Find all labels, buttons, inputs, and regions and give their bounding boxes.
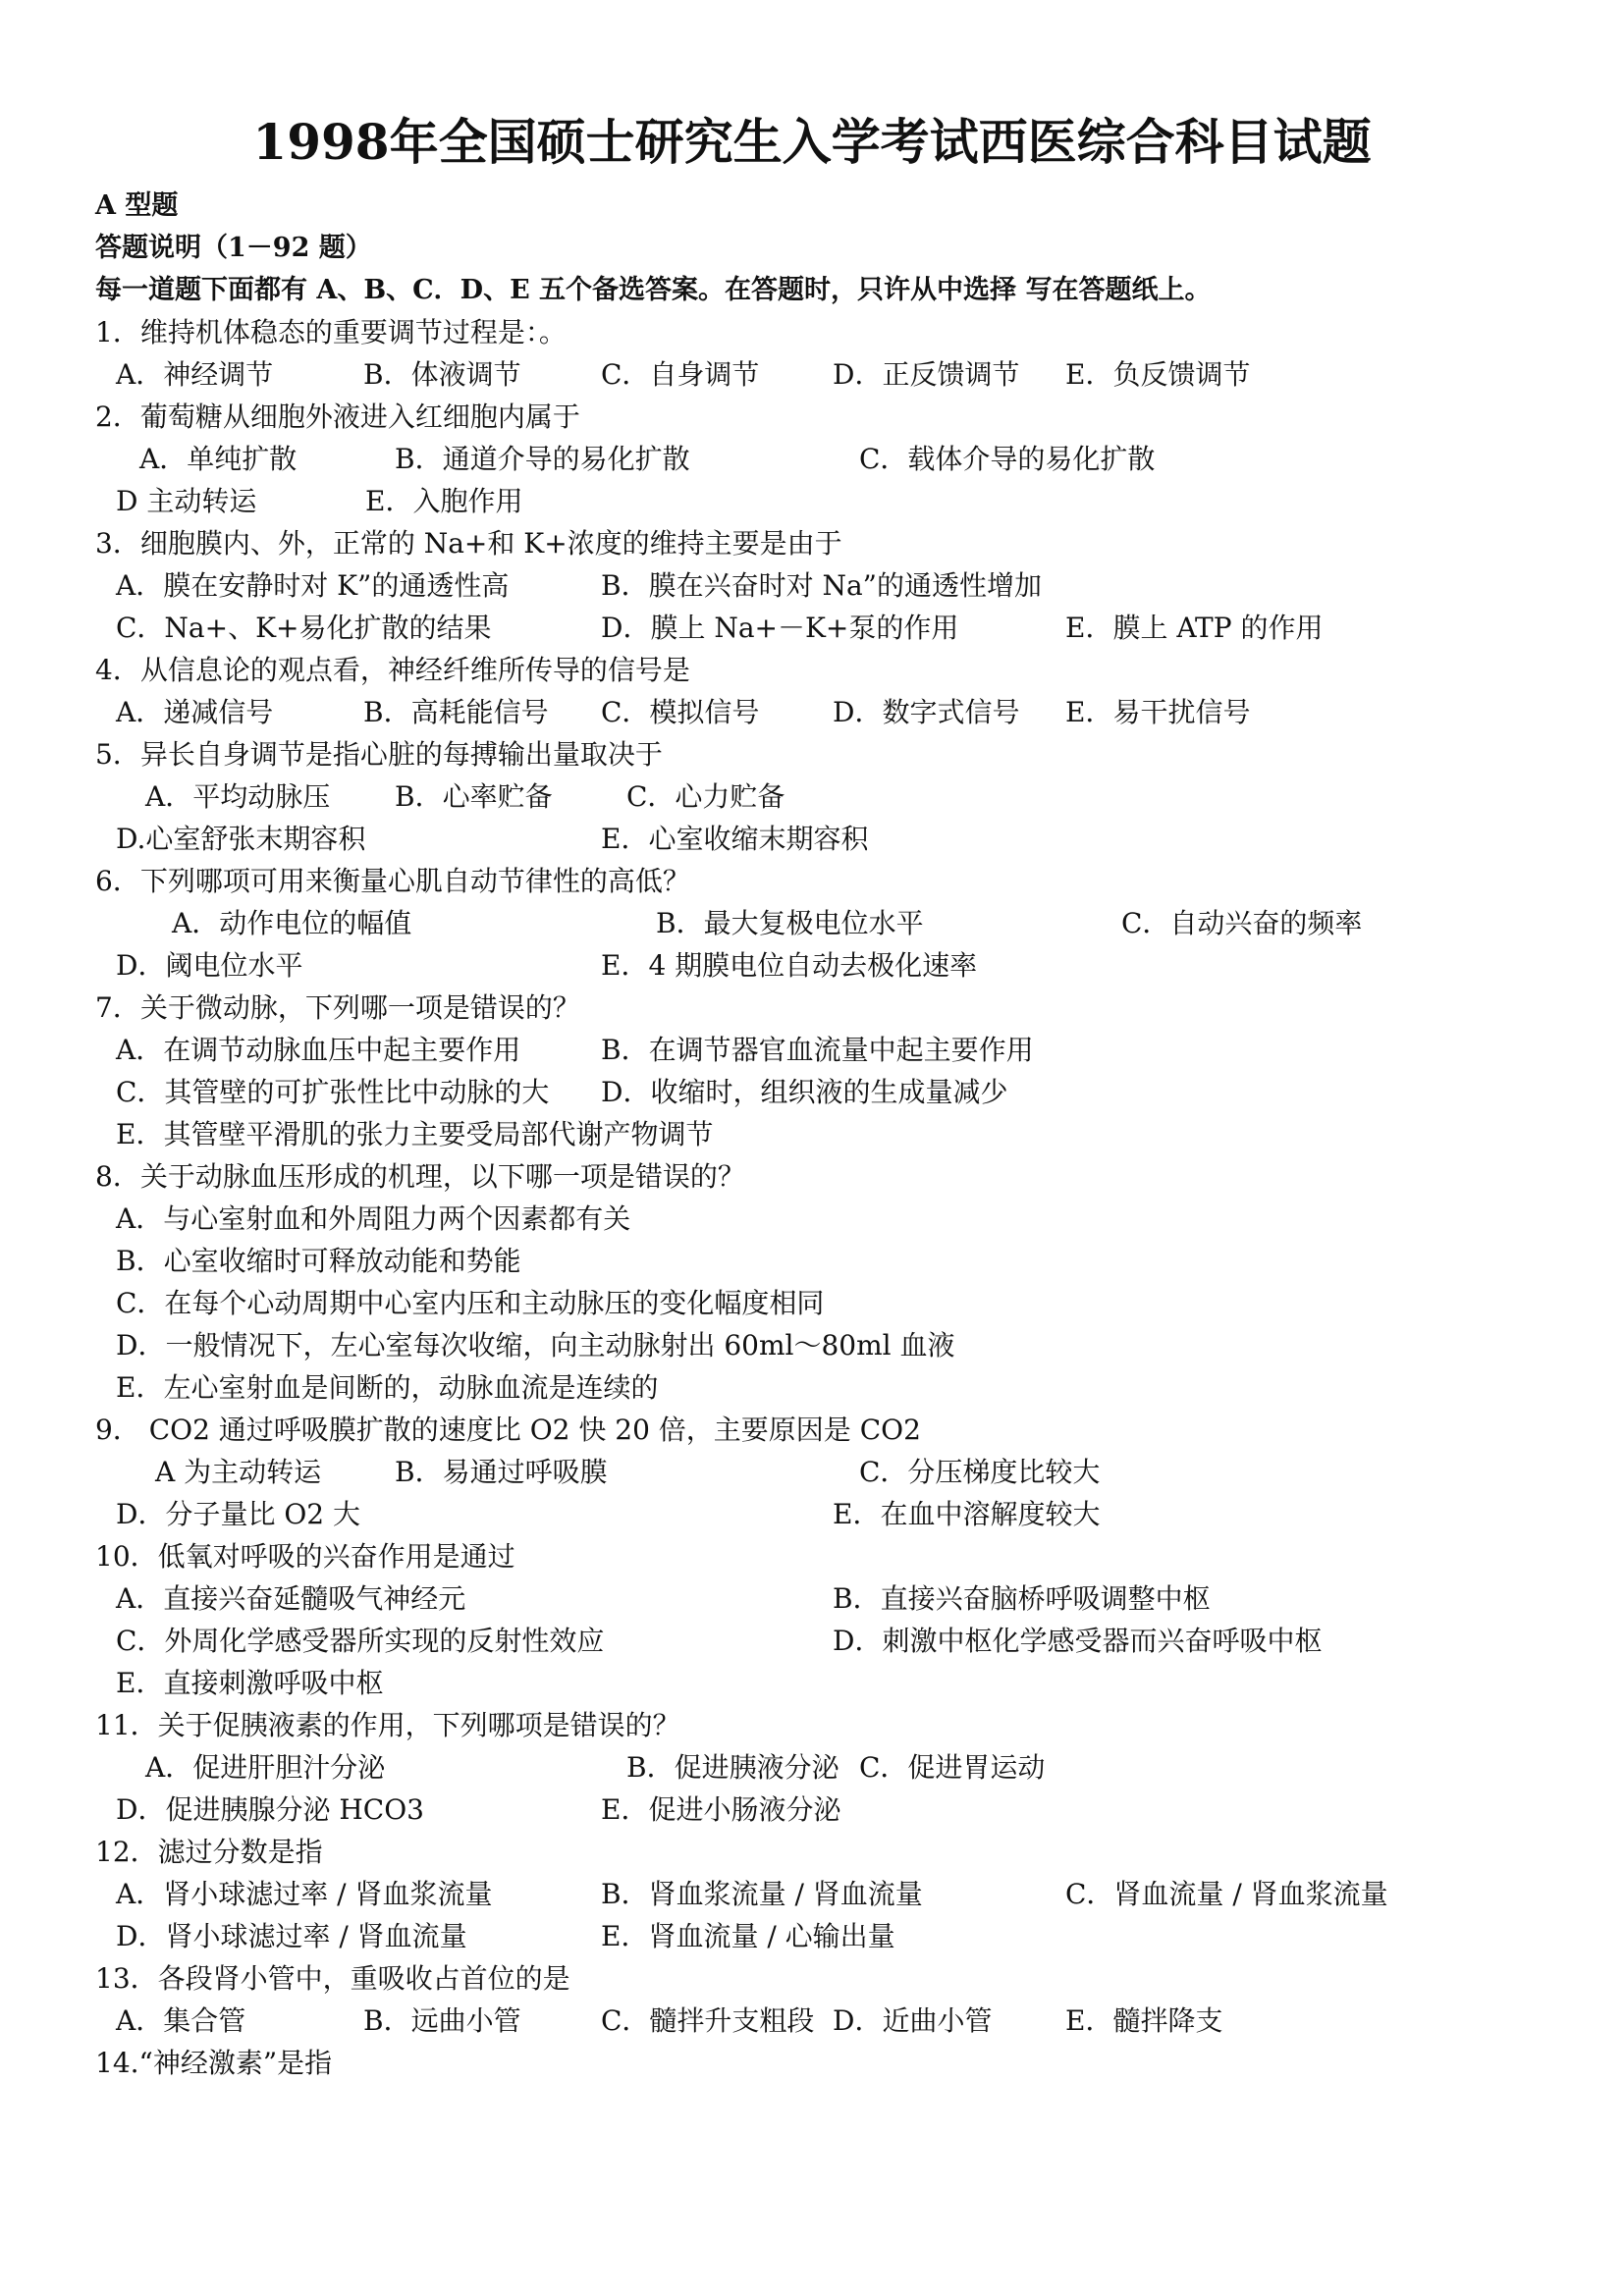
question-11-option-e: E．促进小肠液分泌	[601, 1793, 841, 1826]
question-7-option-a: A．在调节动脉血压中起主要作用	[116, 1034, 521, 1066]
question-12-option-e: E．肾血流量 / 心输出量	[601, 1920, 895, 1952]
question-10-stem: 10．低氧对呼吸的兴奋作用是通过	[95, 1540, 515, 1573]
question-1-option-d: D．正反馈调节	[833, 358, 1020, 391]
question-10-option-b: B．直接兴奋脑桥呼吸调整中枢	[833, 1582, 1211, 1615]
question-13-option-b: B．远曲小管	[363, 2004, 521, 2037]
question-10-option-d: D．刺激中枢化学感受器而兴奋呼吸中枢	[833, 1625, 1323, 1657]
question-14-stem: 14.“神经激素”是指	[95, 2047, 333, 2079]
question-7-option-c: C．其管壁的可扩张性比中动脉的大	[116, 1076, 550, 1108]
instructions-heading: 答题说明（1－92 题）	[95, 233, 372, 263]
question-3-option-a: A．膜在安静时对 K”的通透性高	[116, 569, 510, 602]
question-8-option-d: D．一般情况下，左心室每次收缩，向主动脉射出 60ml～80ml 血液	[116, 1329, 955, 1362]
question-2-option-a: A．单纯扩散	[139, 443, 298, 475]
question-8-option-c: C．在每个心动周期中心室内压和主动脉压的变化幅度相同	[116, 1287, 825, 1319]
question-8-stem: 8．关于动脉血压形成的机理，以下哪一项是错误的？	[95, 1160, 745, 1193]
question-4-option-e: E．易干扰信号	[1065, 696, 1251, 728]
question-12-option-d: D．肾小球滤过率 / 肾血流量	[116, 1920, 467, 1952]
question-12-option-a: A．肾小球滤过率 / 肾血浆流量	[116, 1878, 493, 1910]
question-8-option-b: B．心室收缩时可释放动能和势能	[116, 1245, 521, 1277]
question-1-option-e: E．负反馈调节	[1065, 358, 1251, 391]
page-title: 1998年全国硕士研究生入学考试西医综合科目试题	[252, 113, 1372, 171]
question-13-option-e: E．髓拌降支	[1065, 2004, 1223, 2037]
question-3-option-d: D．膜上 Na+－K+泵的作用	[601, 612, 959, 644]
question-3-option-b: B．膜在兴奋时对 Na”的通透性增加	[601, 569, 1042, 602]
question-4-option-b: B．高耗能信号	[363, 696, 549, 728]
question-2-option-e: E．入胞作用	[365, 485, 523, 517]
question-5-option-a: A．平均动脉压	[145, 780, 331, 813]
question-9-stem: 9． CO2 通过呼吸膜扩散的速度比 O2 快 20 倍，主要原因是 CO2	[95, 1414, 921, 1446]
question-8-option-a: A．与心室射血和外周阻力两个因素都有关	[116, 1202, 631, 1235]
question-11-option-b: B．促进胰液分泌	[626, 1751, 839, 1784]
question-8-option-e: E．左心室射血是间断的，动脉血流是连续的	[116, 1371, 659, 1404]
question-6-option-a: A．动作电位的幅值	[172, 907, 412, 939]
question-2-option-d: D 主动转运	[116, 485, 257, 517]
question-9-option-d: D．分子量比 O2 大	[116, 1498, 361, 1530]
question-6-option-e: E．4 期膜电位自动去极化速率	[601, 949, 978, 982]
question-13-stem: 13．各段肾小管中，重吸收占首位的是	[95, 1962, 570, 1995]
question-3-option-c: C．Na+、K+易化扩散的结果	[116, 612, 492, 644]
question-13-option-a: A．集合管	[116, 2004, 246, 2037]
question-4-option-c: C．模拟信号	[601, 696, 760, 728]
question-7-option-b: B．在调节器官血流量中起主要作用	[601, 1034, 1034, 1066]
question-9-option-e: E．在血中溶解度较大	[833, 1498, 1101, 1530]
question-9-option-c: C．分压梯度比较大	[859, 1456, 1101, 1488]
question-5-option-c: C．心力贮备	[626, 780, 785, 813]
question-7-option-e: E．其管壁平滑肌的张力主要受局部代谢产物调节	[116, 1118, 714, 1150]
question-11-option-a: A．促进肝胆汁分泌	[145, 1751, 386, 1784]
question-3-stem: 3．细胞膜内、外，正常的 Na+和 K+浓度的维持主要是由于	[95, 527, 842, 560]
question-1-option-c: C．自身调节	[601, 358, 760, 391]
question-6-option-b: B．最大复极电位水平	[656, 907, 924, 939]
question-12-option-c: C．肾血流量 / 肾血浆流量	[1065, 1878, 1388, 1910]
question-6-option-c: C．自动兴奋的频率	[1121, 907, 1363, 939]
question-5-option-b: B．心率贮备	[395, 780, 553, 813]
question-3-option-e: E．膜上 ATP 的作用	[1065, 612, 1324, 644]
question-13-option-c: C．髓拌升支粗段	[601, 2004, 815, 2037]
question-1-stem: 1．维持机体稳态的重要调节过程是：。	[95, 316, 567, 348]
question-6-option-d: D．阈电位水平	[116, 949, 303, 982]
question-4-option-d: D．数字式信号	[833, 696, 1020, 728]
question-1-option-a: A．神经调节	[116, 358, 274, 391]
question-7-stem: 7．关于微动脉，下列哪一项是错误的？	[95, 991, 580, 1024]
question-5-option-e: E．心室收缩末期容积	[601, 823, 869, 855]
instructions-text: 每一道题下面都有 A、B、C．D、E 五个备选答案。在答题时，只许从中选择 写在答题纸上。	[95, 275, 1212, 305]
question-10-option-a: A．直接兴奋延髓吸气神经元	[116, 1582, 466, 1615]
question-9-option-a: A 为主动转运	[155, 1456, 322, 1488]
question-1-option-b: B．体液调节	[363, 358, 521, 391]
question-10-option-c: C．外周化学感受器所实现的反射性效应	[116, 1625, 605, 1657]
question-5-stem: 5．异长自身调节是指心脏的每搏输出量取决于	[95, 738, 663, 771]
question-11-option-d: D．促进胰腺分泌 HCO3	[116, 1793, 424, 1826]
question-6-stem: 6．下列哪项可用来衡量心肌自动节律性的高低？	[95, 865, 690, 897]
question-9-option-b: B．易通过呼吸膜	[395, 1456, 608, 1488]
question-13-option-d: D．近曲小管	[833, 2004, 993, 2037]
question-2-option-b: B．通道介导的易化扩散	[395, 443, 690, 475]
question-11-option-c: C．促进胃运动	[859, 1751, 1046, 1784]
section-heading: A 型题	[95, 190, 179, 221]
question-11-stem: 11．关于促胰液素的作用，下列哪项是错误的？	[95, 1709, 680, 1741]
question-10-option-e: E．直接刺激呼吸中枢	[116, 1667, 384, 1699]
question-2-option-c: C．载体介导的易化扩散	[859, 443, 1156, 475]
question-2-stem: 2．葡萄糖从细胞外液进入红细胞内属于	[95, 400, 580, 433]
question-4-option-a: A．递减信号	[116, 696, 274, 728]
question-5-option-d: D.心室舒张末期容积	[116, 823, 366, 855]
question-4-stem: 4．从信息论的观点看，神经纤维所传导的信号是	[95, 654, 690, 686]
question-12-option-b: B．肾血浆流量 / 肾血流量	[601, 1878, 923, 1910]
question-7-option-d: D．收缩时，组织液的生成量减少	[601, 1076, 1008, 1108]
question-12-stem: 12．滤过分数是指	[95, 1836, 323, 1868]
